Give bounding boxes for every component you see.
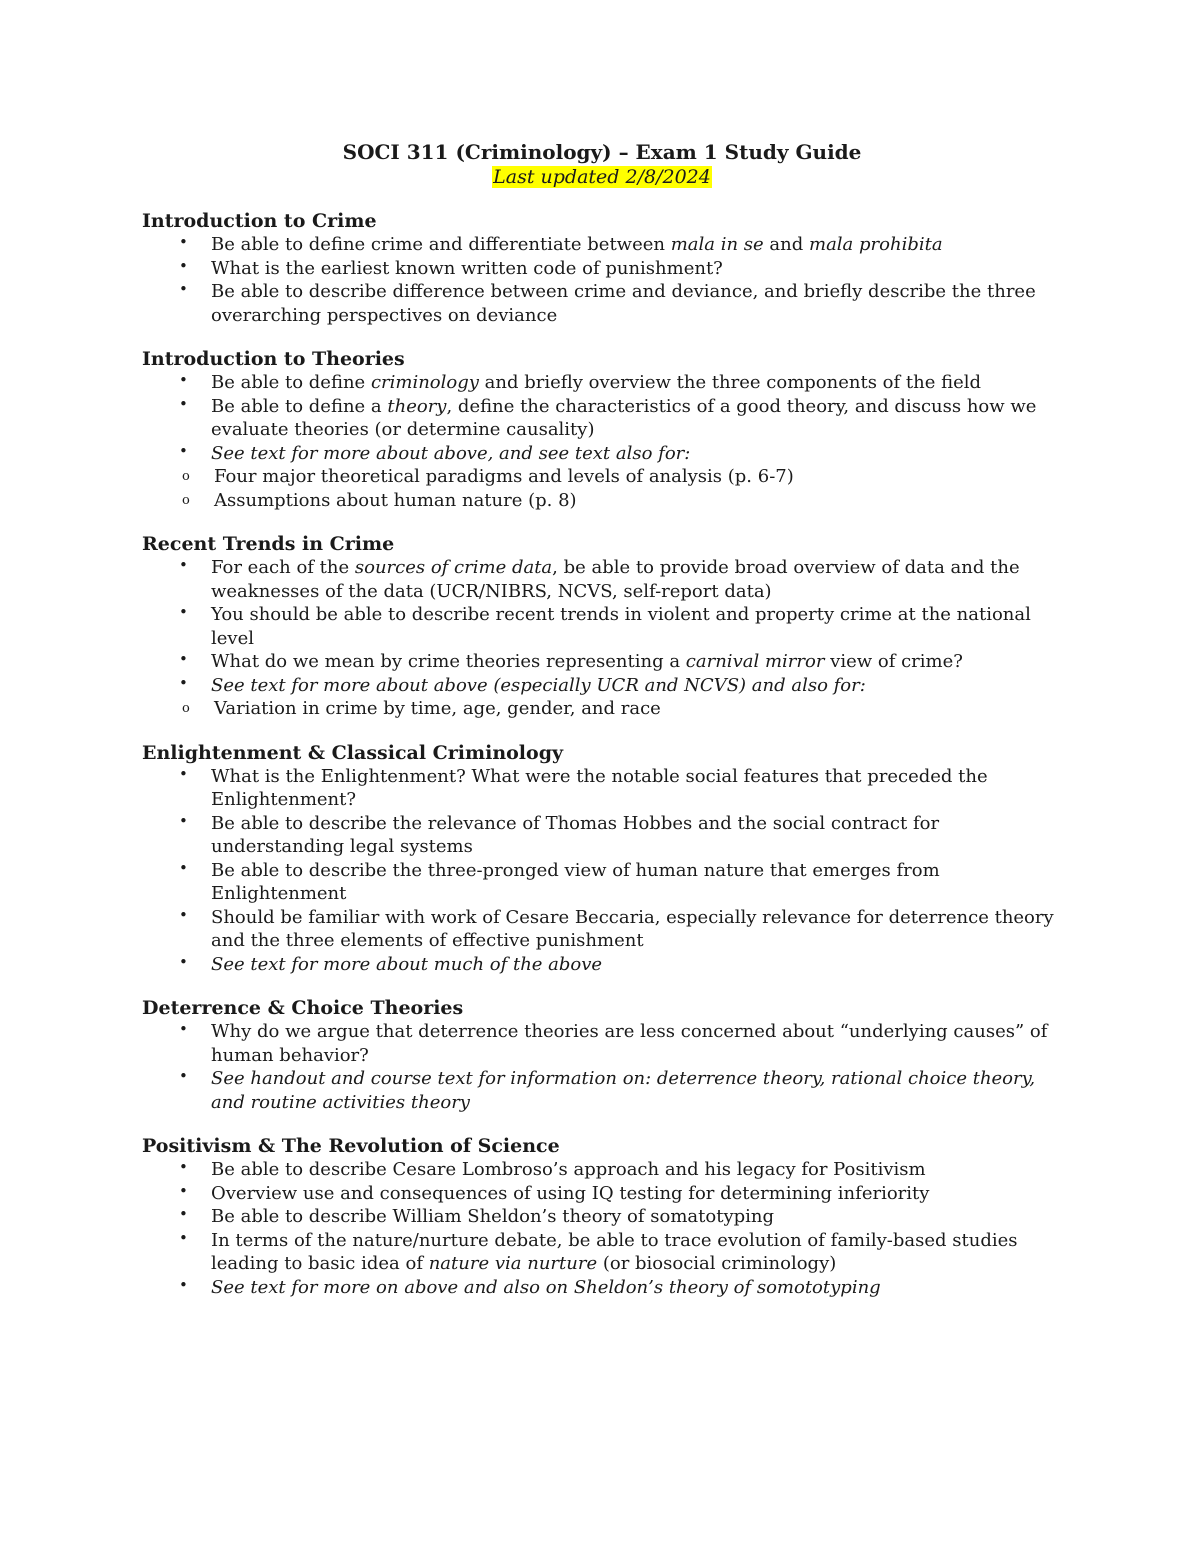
bullet-icon: • [179, 673, 188, 692]
sub-list-item: o Variation in crime by time, age, gender, and race [182, 698, 661, 719]
bullet-icon: • [179, 256, 188, 275]
bullet-icon: • [179, 858, 188, 877]
bullet-icon: • [179, 1181, 188, 1200]
bullet-list [142, 1020, 1062, 1114]
bullet-list [142, 1158, 1062, 1299]
bullet-icon: • [179, 1020, 188, 1038]
bullet-icon: • [179, 394, 188, 413]
list-item: • What is the Enlightenment? What were the notable social features that preceded the Enlightenment? [179, 764, 988, 810]
bullet-icon: • [179, 233, 188, 251]
section-heading: Deterrence & Choice Theories [142, 997, 464, 1019]
bullet-icon: • [179, 1205, 188, 1223]
bullet-icon: • [179, 603, 188, 621]
bullet-icon: • [179, 905, 188, 924]
sub-list-item: o Assumptions about human nature (p. 8) [182, 489, 577, 511]
list-item: • Be able to describe Cesare Lombroso’s approach and his legacy for Positivism [179, 1158, 926, 1180]
list-item: • Be able to describe the relevance of Thomas Hobbes and the social contract for understanding legal systems [179, 811, 940, 857]
section-introduction-to-theories [142, 347, 1062, 512]
bullet-icon: • [179, 371, 188, 389]
section-positivism-revolution-of-science [142, 1134, 1062, 1299]
section-recent-trends-in-crime [142, 532, 1062, 721]
list-item: • Be able to define a theory, define the characteristics of a good theory, and discuss how we evaluate theories (or determine causality) [179, 394, 1037, 440]
section-introduction-to-crime [142, 209, 1062, 327]
list-item: • Be able to describe difference between crime and deviance, and briefly describe the three overarching perspectives on deviance [179, 280, 1036, 326]
study-guide-page [142, 140, 1062, 1299]
section-enlightenment-classical-criminology [142, 741, 1062, 977]
last-updated-line [142, 165, 1062, 189]
list-item: • Be able to define crime and differentiate between mala in se and mala prohibita [179, 233, 943, 255]
list-item: • You should be able to describe recent trends in violent and property crime at the national level [179, 603, 1031, 649]
sub-bullet-list [142, 465, 1062, 512]
section-heading: Positivism & The Revolution of Science [142, 1135, 560, 1157]
bullet-icon: • [179, 650, 188, 668]
section-deterrence-choice-theories [142, 996, 1062, 1114]
list-item: • Be able to describe the three-pronged view of human nature that emerges from Enlightenment [179, 858, 940, 904]
list-item: • See text for more about much of the above [179, 952, 603, 975]
list-item: • Should be familiar with work of Cesare Beccaria, especially relevance for deterrence theory and the three elements of effective punishment [179, 905, 1054, 951]
bullet-list [142, 765, 1062, 977]
bullet-icon: • [179, 811, 188, 830]
bullet-icon: • [179, 952, 188, 971]
bullet-icon: • [179, 1158, 188, 1176]
circle-bullet-icon: o [182, 492, 190, 508]
bullet-icon: • [179, 280, 188, 298]
sub-bullet-list [142, 697, 1062, 721]
last-updated-highlight: Last updated 2/8/2024 [493, 166, 711, 188]
list-item: • Be able to define criminology and briefly overview the three components of the field [179, 371, 982, 393]
bullet-icon: • [179, 764, 188, 783]
bullet-list [142, 556, 1062, 697]
section-heading: Enlightenment & Classical Criminology [142, 741, 564, 764]
bullet-icon: • [179, 441, 188, 460]
bullet-icon: • [179, 556, 188, 574]
list-item: • See text for more about above (especially UCR and NCVS) and also for: [179, 673, 866, 696]
list-item: • Overview use and consequences of using IQ testing for determining inferiority [179, 1181, 930, 1204]
bullet-icon: • [179, 1067, 188, 1085]
list-item: • See handout and course text for information on: deterrence theory, rational choice theory, and routine activities theory [179, 1067, 1036, 1113]
list-item: • See text for more about above, and see text also for: [179, 441, 691, 464]
list-item: • What is the earliest known written code of punishment? [179, 256, 723, 279]
list-item: • What do we mean by crime theories representing a carnival mirror view of crime? [179, 650, 963, 672]
document-title: SOCI 311 (Criminology) – Exam 1 Study Guide [342, 140, 862, 164]
sub-list-item: o Four major theoretical paradigms and levels of analysis (p. 6-7) [182, 466, 794, 487]
section-heading: Introduction to Crime [142, 210, 377, 232]
circle-bullet-icon: o [182, 701, 190, 716]
list-item: • Why do we argue that deterrence theories are less concerned about “underlying causes” of human behavior? [179, 1020, 1048, 1066]
section-heading: Introduction to Theories [142, 348, 405, 370]
section-heading: Recent Trends in Crime [142, 533, 395, 555]
list-item: • Be able to describe William Sheldon’s theory of somatotyping [179, 1205, 775, 1227]
bullet-list [142, 371, 1062, 465]
list-item: • In terms of the nature/nurture debate, be able to trace evolution of family-based studies leading to basic idea of nature via nurture (or biosocial criminology) [179, 1228, 1018, 1274]
list-item: • See text for more on above and also on Sheldon’s theory of somototyping [179, 1275, 881, 1298]
bullet-icon: • [179, 1228, 188, 1247]
circle-bullet-icon: o [182, 469, 190, 484]
bullet-list [142, 233, 1062, 327]
list-item: • For each of the sources of crime data, be able to provide broad overview of data and the weaknesses of the data (UCR/NIBRS, NCVS, self-report data) [179, 556, 1020, 602]
bullet-icon: • [179, 1275, 188, 1294]
